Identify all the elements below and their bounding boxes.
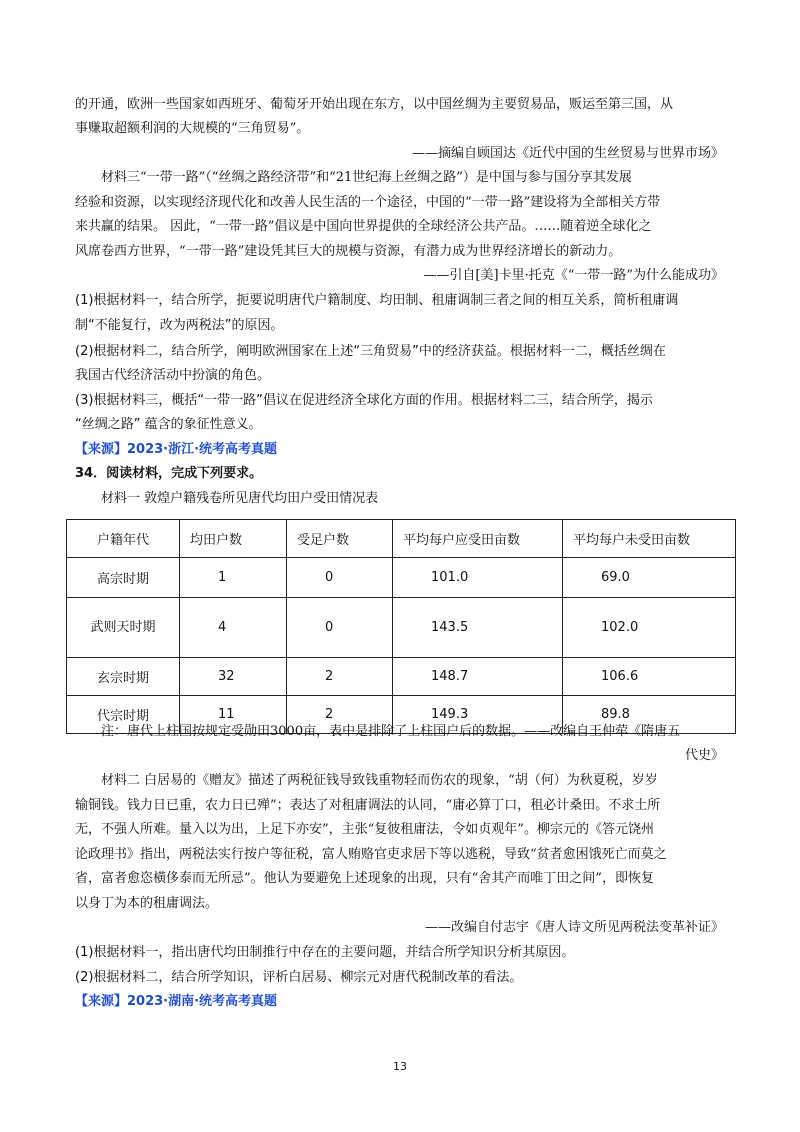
table-cell: 32 (180, 658, 287, 696)
material-three-line: 材料三“一带一路”（“丝绸之路经济带”和“21世纪海上丝绸之路”）是中国与参与国分享其发展 (101, 170, 632, 185)
table-note-cont: 代史》 (684, 748, 724, 763)
paragraph-line: 经验和资源，以实现经济现代化和改善人民生活的一个途径，中国的“一带一路”建设将为全部相关方带 (75, 195, 661, 210)
question-34-heading: 34．阅读材料，完成下列要求。 (75, 466, 263, 481)
question-2-cont: 我国古代经济活动中扮演的角色。 (75, 368, 271, 383)
page-number: 13 (393, 1060, 407, 1073)
land-allocation-table (66, 519, 736, 734)
table-cell: 149.3 (393, 696, 563, 734)
table-header-cell: 受足户数 (287, 520, 393, 558)
paragraph-line: 的开通，欧洲一些国家如西班牙、葡萄牙开始出现在东方，以中国丝绸为主要贸易品，贩运至第三国，从 (75, 97, 674, 112)
question-1-cont: 制“不能复行，改为两税法”的原因。 (75, 318, 284, 333)
question-34-2: (2)根据材料二，结合所学知识，评析白居易、柳宗元对唐代税制改革的看法。 (75, 970, 523, 985)
table-header-row (67, 520, 736, 558)
question-2: (2)根据材料二，结合所学，阐明欧洲国家在上述“三角贸易”中的经济获益。根据材料一二，概括丝绸在 (75, 344, 666, 359)
source-link[interactable]: 【来源】2023·湖南·统考高考真题 (75, 994, 278, 1009)
paragraph-line: 以身丁为本的租庸调法。 (75, 896, 219, 911)
paragraph-line: 风席卷西方世界，“一带一路”建设凭其巨大的规模与资源，有潜力成为世界经济增长的新动力。 (75, 244, 622, 259)
paragraph-line: 来共赢的结果。 因此，“一带一路”倡议是中国向世界提供的全球经济公共产品。……随着逆全球化之 (75, 219, 652, 234)
table-cell: 89.8 (563, 696, 736, 734)
question-34-1: (1)根据材料一，指出唐代均田制推行中存在的主要问题，并结合所学知识分析其原因。 (75, 945, 575, 960)
paragraph-line: 论政理书》指出，两税法实行按户等征税，富人贿赂官吏求居下等以逃税，导致“贫者愈困饿死亡而莫之 (75, 847, 667, 862)
paragraph-line: 输铜钱。钱力日已重，农力日已殚”；表达了对租庸调法的认同，“庸必算丁口，租必计桑田。不求土所 (75, 798, 661, 813)
table-caption: 材料一 敦煌户籍残卷所见唐代均田户受田情况表 (101, 491, 379, 506)
table-header-cell: 户籍年代 (67, 520, 180, 558)
question-3: (3)根据材料三，概括“一带一路”倡议在促进经济全球化方面的作用。根据材料二三，结合所学，揭示 (75, 393, 653, 408)
table-cell: 106.6 (563, 658, 736, 696)
table-row (67, 558, 736, 598)
question-1: (1)根据材料一，结合所学，扼要说明唐代户籍制度、均田制、租庸调制三者之间的相互关系，简析租庸调 (75, 293, 679, 308)
table-note: 注：唐代上柱国按规定受勋田3000亩，表中是排除了上柱国户后的数据。——改编自王仲荦《隋唐五 (101, 724, 681, 739)
table-header-cell: 平均每户应受田亩数 (393, 520, 563, 558)
table-cell: 101.0 (393, 558, 563, 598)
table-cell: 148.7 (393, 658, 563, 696)
citation: ——摘编自顾国达《近代中国的生丝贸易与世界市场》 (411, 146, 724, 161)
table-cell: 4 (180, 598, 287, 658)
table-cell: 69.0 (563, 558, 736, 598)
table-cell: 1 (180, 558, 287, 598)
table-row (67, 598, 736, 658)
table-cell: 143.5 (393, 598, 563, 658)
table-cell: 0 (287, 598, 393, 658)
citation: ——引自[美]卡里·托克《“一带一路”为什么能成功》 (423, 268, 724, 283)
source-link[interactable]: 【来源】2023·浙江·统考高考真题 (75, 442, 278, 457)
table-header-cell: 均田户数 (180, 520, 287, 558)
table-cell: 高宗时期 (67, 558, 180, 598)
question-3-cont: “丝绸之路” 蕴含的象征性意义。 (75, 417, 262, 432)
table-cell: 0 (287, 558, 393, 598)
citation: ——改编自付志宇《唐人诗文所见两税法变革补证》 (424, 920, 724, 935)
table-header-cell: 平均每户未受田亩数 (563, 520, 736, 558)
table-row (67, 658, 736, 696)
paragraph-line: 事赚取超额利润的大规模的“三角贸易”。 (75, 121, 310, 136)
paragraph-line: 无，不强人所难。量入以为出，上足下亦安”，主张“复彼租庸法，令如贞观年”。柳宗元的《答元饶州 (75, 822, 654, 837)
table-cell: 武则天时期 (67, 598, 180, 658)
table-cell: 102.0 (563, 598, 736, 658)
table-cell: 2 (287, 696, 393, 734)
paragraph-line: 省，富者愈恣橫侈泰而无所忌”。他认为要避免上述现象的出现，只有“舍其产而唯丁田之间”，即恢复 (75, 871, 654, 886)
table-cell: 11 (180, 696, 287, 734)
table-cell: 2 (287, 658, 393, 696)
material-two-line: 材料二 白居易的《赠友》描述了两税征钱导致钱重物轻而伤农的现象，“胡（何）为秋夏税，岁岁 (101, 773, 658, 788)
table-cell: 代宗时期 (67, 696, 180, 734)
table-cell: 玄宗时期 (67, 658, 180, 696)
